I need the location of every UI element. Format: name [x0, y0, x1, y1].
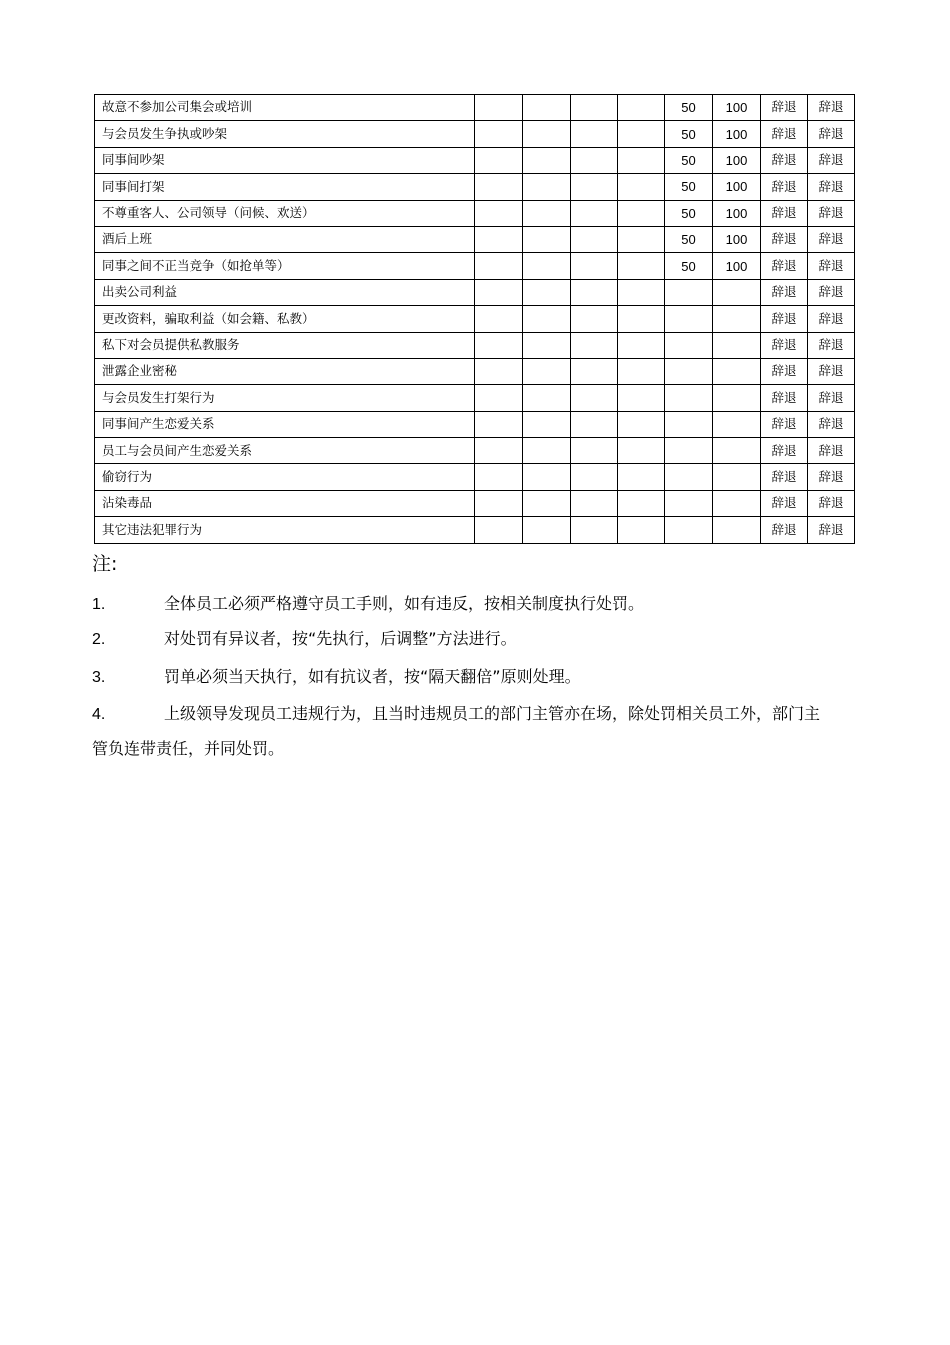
violation-description: 同事间打架 [95, 174, 475, 200]
empty-cell [523, 253, 571, 279]
penalty-second: 100 [713, 200, 761, 226]
penalty-table-body [95, 95, 855, 544]
violation-description: 酒后上班 [95, 226, 475, 252]
penalty-first [665, 332, 713, 358]
empty-cell [475, 517, 523, 543]
violation-description: 出卖公司利益 [95, 279, 475, 305]
penalty-second [713, 332, 761, 358]
penalty-third: 辞退 [761, 95, 808, 121]
penalty-second: 100 [713, 147, 761, 173]
empty-cell [571, 517, 618, 543]
empty-cell [523, 174, 571, 200]
note-item [92, 660, 832, 695]
penalty-first [665, 358, 713, 384]
penalty-third: 辞退 [761, 411, 808, 437]
violation-description: 泄露企业密秘 [95, 358, 475, 384]
penalty-first: 50 [665, 253, 713, 279]
penalty-first: 50 [665, 200, 713, 226]
penalty-first: 50 [665, 147, 713, 173]
empty-cell [523, 200, 571, 226]
violation-description: 不尊重客人、公司领导（问候、欢送） [95, 200, 475, 226]
empty-cell [618, 147, 665, 173]
table-row [95, 200, 855, 226]
note-number: 4. [92, 706, 106, 723]
violation-description: 员工与会员间产生恋爱关系 [95, 438, 475, 464]
table-row [95, 464, 855, 490]
empty-cell [523, 490, 571, 516]
empty-cell [475, 411, 523, 437]
table-row [95, 95, 855, 121]
violation-description: 私下对会员提供私教服务 [95, 332, 475, 358]
empty-cell [523, 95, 571, 121]
table-row [95, 490, 855, 516]
empty-cell [523, 332, 571, 358]
empty-cell [475, 121, 523, 147]
penalty-fourth: 辞退 [808, 279, 855, 305]
empty-cell [571, 490, 618, 516]
empty-cell [571, 411, 618, 437]
empty-cell [618, 332, 665, 358]
note-text: 全体员工必须严格遵守员工手则，如有违反，按相关制度执行处罚。 [164, 594, 645, 613]
penalty-third: 辞退 [761, 200, 808, 226]
penalty-fourth: 辞退 [808, 147, 855, 173]
violation-description: 与会员发生打架行为 [95, 385, 475, 411]
penalty-fourth: 辞退 [808, 411, 855, 437]
table-row [95, 332, 855, 358]
note-number: 2. [92, 631, 106, 648]
penalty-third: 辞退 [761, 147, 808, 173]
empty-cell [523, 147, 571, 173]
empty-cell [523, 464, 571, 490]
empty-cell [618, 517, 665, 543]
empty-cell [523, 517, 571, 543]
penalty-third: 辞退 [761, 517, 808, 543]
penalty-first [665, 490, 713, 516]
penalty-fourth: 辞退 [808, 253, 855, 279]
penalty-second [713, 411, 761, 437]
penalty-second: 100 [713, 226, 761, 252]
penalty-first [665, 385, 713, 411]
table-row [95, 438, 855, 464]
penalty-fourth: 辞退 [808, 438, 855, 464]
penalty-third: 辞退 [761, 332, 808, 358]
note-text: 对处罚有异议者，按“先执行，后调整”方法进行。 [164, 629, 517, 648]
penalty-second [713, 490, 761, 516]
empty-cell [571, 147, 618, 173]
table-row [95, 174, 855, 200]
note-number: 1. [92, 596, 106, 613]
penalty-third: 辞退 [761, 253, 808, 279]
empty-cell [618, 490, 665, 516]
empty-cell [475, 332, 523, 358]
penalty-first: 50 [665, 95, 713, 121]
empty-cell [523, 438, 571, 464]
empty-cell [618, 174, 665, 200]
penalty-third: 辞退 [761, 464, 808, 490]
note-item [92, 587, 832, 622]
empty-cell [475, 306, 523, 332]
empty-cell [475, 490, 523, 516]
penalty-second: 100 [713, 95, 761, 121]
empty-cell [571, 121, 618, 147]
table-row [95, 411, 855, 437]
empty-cell [618, 279, 665, 305]
note-text: 上级领导发现员工违规行为，且当时违规员工的部门主管亦在场，除处罚相关员工外，部门主管负连带责任，并同处罚。 [92, 704, 821, 758]
penalty-fourth: 辞退 [808, 306, 855, 332]
penalty-third: 辞退 [761, 490, 808, 516]
penalty-first [665, 438, 713, 464]
empty-cell [618, 200, 665, 226]
table-row [95, 279, 855, 305]
empty-cell [475, 385, 523, 411]
empty-cell [618, 385, 665, 411]
violation-description: 更改资料，骗取利益（如会籍、私教） [95, 306, 475, 332]
penalty-fourth: 辞退 [808, 200, 855, 226]
penalty-fourth: 辞退 [808, 490, 855, 516]
empty-cell [523, 226, 571, 252]
penalty-third: 辞退 [761, 279, 808, 305]
empty-cell [571, 200, 618, 226]
penalty-second [713, 279, 761, 305]
empty-cell [475, 147, 523, 173]
penalty-fourth: 辞退 [808, 464, 855, 490]
note-text: 罚单必须当天执行，如有抗议者，按“隔天翻倍”原则处理。 [164, 667, 581, 686]
empty-cell [475, 200, 523, 226]
empty-cell [523, 411, 571, 437]
penalty-third: 辞退 [761, 226, 808, 252]
penalty-third: 辞退 [761, 385, 808, 411]
penalty-first: 50 [665, 226, 713, 252]
penalty-second: 100 [713, 253, 761, 279]
penalty-second [713, 358, 761, 384]
empty-cell [571, 306, 618, 332]
empty-cell [571, 174, 618, 200]
penalty-first [665, 464, 713, 490]
penalty-fourth: 辞退 [808, 517, 855, 543]
empty-cell [618, 226, 665, 252]
table-row [95, 358, 855, 384]
empty-cell [618, 253, 665, 279]
penalty-first [665, 306, 713, 332]
empty-cell [475, 464, 523, 490]
empty-cell [618, 358, 665, 384]
empty-cell [618, 464, 665, 490]
empty-cell [475, 95, 523, 121]
table-row [95, 253, 855, 279]
table-row [95, 226, 855, 252]
table-row [95, 385, 855, 411]
penalty-second: 100 [713, 174, 761, 200]
table-row [95, 517, 855, 543]
violation-description: 其它违法犯罪行为 [95, 517, 475, 543]
violation-description: 沾染毒品 [95, 490, 475, 516]
empty-cell [571, 226, 618, 252]
note-item [92, 697, 832, 766]
empty-cell [571, 95, 618, 121]
empty-cell [571, 279, 618, 305]
penalty-first [665, 279, 713, 305]
penalty-first: 50 [665, 121, 713, 147]
empty-cell [475, 226, 523, 252]
empty-cell [571, 385, 618, 411]
penalty-second [713, 464, 761, 490]
violation-description: 同事之间不正当竞争（如抢单等） [95, 253, 475, 279]
penalty-second [713, 385, 761, 411]
empty-cell [523, 358, 571, 384]
penalty-fourth: 辞退 [808, 226, 855, 252]
penalty-fourth: 辞退 [808, 385, 855, 411]
empty-cell [571, 438, 618, 464]
table-row [95, 147, 855, 173]
penalty-fourth: 辞退 [808, 174, 855, 200]
empty-cell [571, 253, 618, 279]
penalty-first: 50 [665, 174, 713, 200]
empty-cell [571, 332, 618, 358]
penalty-fourth: 辞退 [808, 121, 855, 147]
empty-cell [618, 306, 665, 332]
penalty-third: 辞退 [761, 174, 808, 200]
penalty-second: 100 [713, 121, 761, 147]
violation-description: 偷窃行为 [95, 464, 475, 490]
empty-cell [475, 279, 523, 305]
penalty-fourth: 辞退 [808, 95, 855, 121]
penalty-table [94, 94, 855, 544]
violation-description: 同事间吵架 [95, 147, 475, 173]
table-row [95, 306, 855, 332]
empty-cell [523, 121, 571, 147]
empty-cell [475, 438, 523, 464]
empty-cell [618, 411, 665, 437]
note-item [92, 622, 832, 657]
penalty-third: 辞退 [761, 121, 808, 147]
penalty-second [713, 306, 761, 332]
empty-cell [475, 174, 523, 200]
penalty-first [665, 411, 713, 437]
notes-title: 注: [92, 553, 118, 575]
penalty-third: 辞退 [761, 358, 808, 384]
empty-cell [523, 306, 571, 332]
violation-description: 与会员发生争执或吵架 [95, 121, 475, 147]
violation-description: 同事间产生恋爱关系 [95, 411, 475, 437]
violation-description: 故意不参加公司集会或培训 [95, 95, 475, 121]
penalty-third: 辞退 [761, 438, 808, 464]
empty-cell [571, 358, 618, 384]
penalty-second [713, 438, 761, 464]
empty-cell [523, 385, 571, 411]
table-row [95, 121, 855, 147]
empty-cell [571, 464, 618, 490]
penalty-third: 辞退 [761, 306, 808, 332]
empty-cell [475, 253, 523, 279]
empty-cell [475, 358, 523, 384]
empty-cell [618, 121, 665, 147]
penalty-fourth: 辞退 [808, 358, 855, 384]
empty-cell [618, 95, 665, 121]
empty-cell [618, 438, 665, 464]
penalty-first [665, 517, 713, 543]
empty-cell [523, 279, 571, 305]
penalty-second [713, 517, 761, 543]
penalty-fourth: 辞退 [808, 332, 855, 358]
note-number: 3. [92, 669, 106, 686]
